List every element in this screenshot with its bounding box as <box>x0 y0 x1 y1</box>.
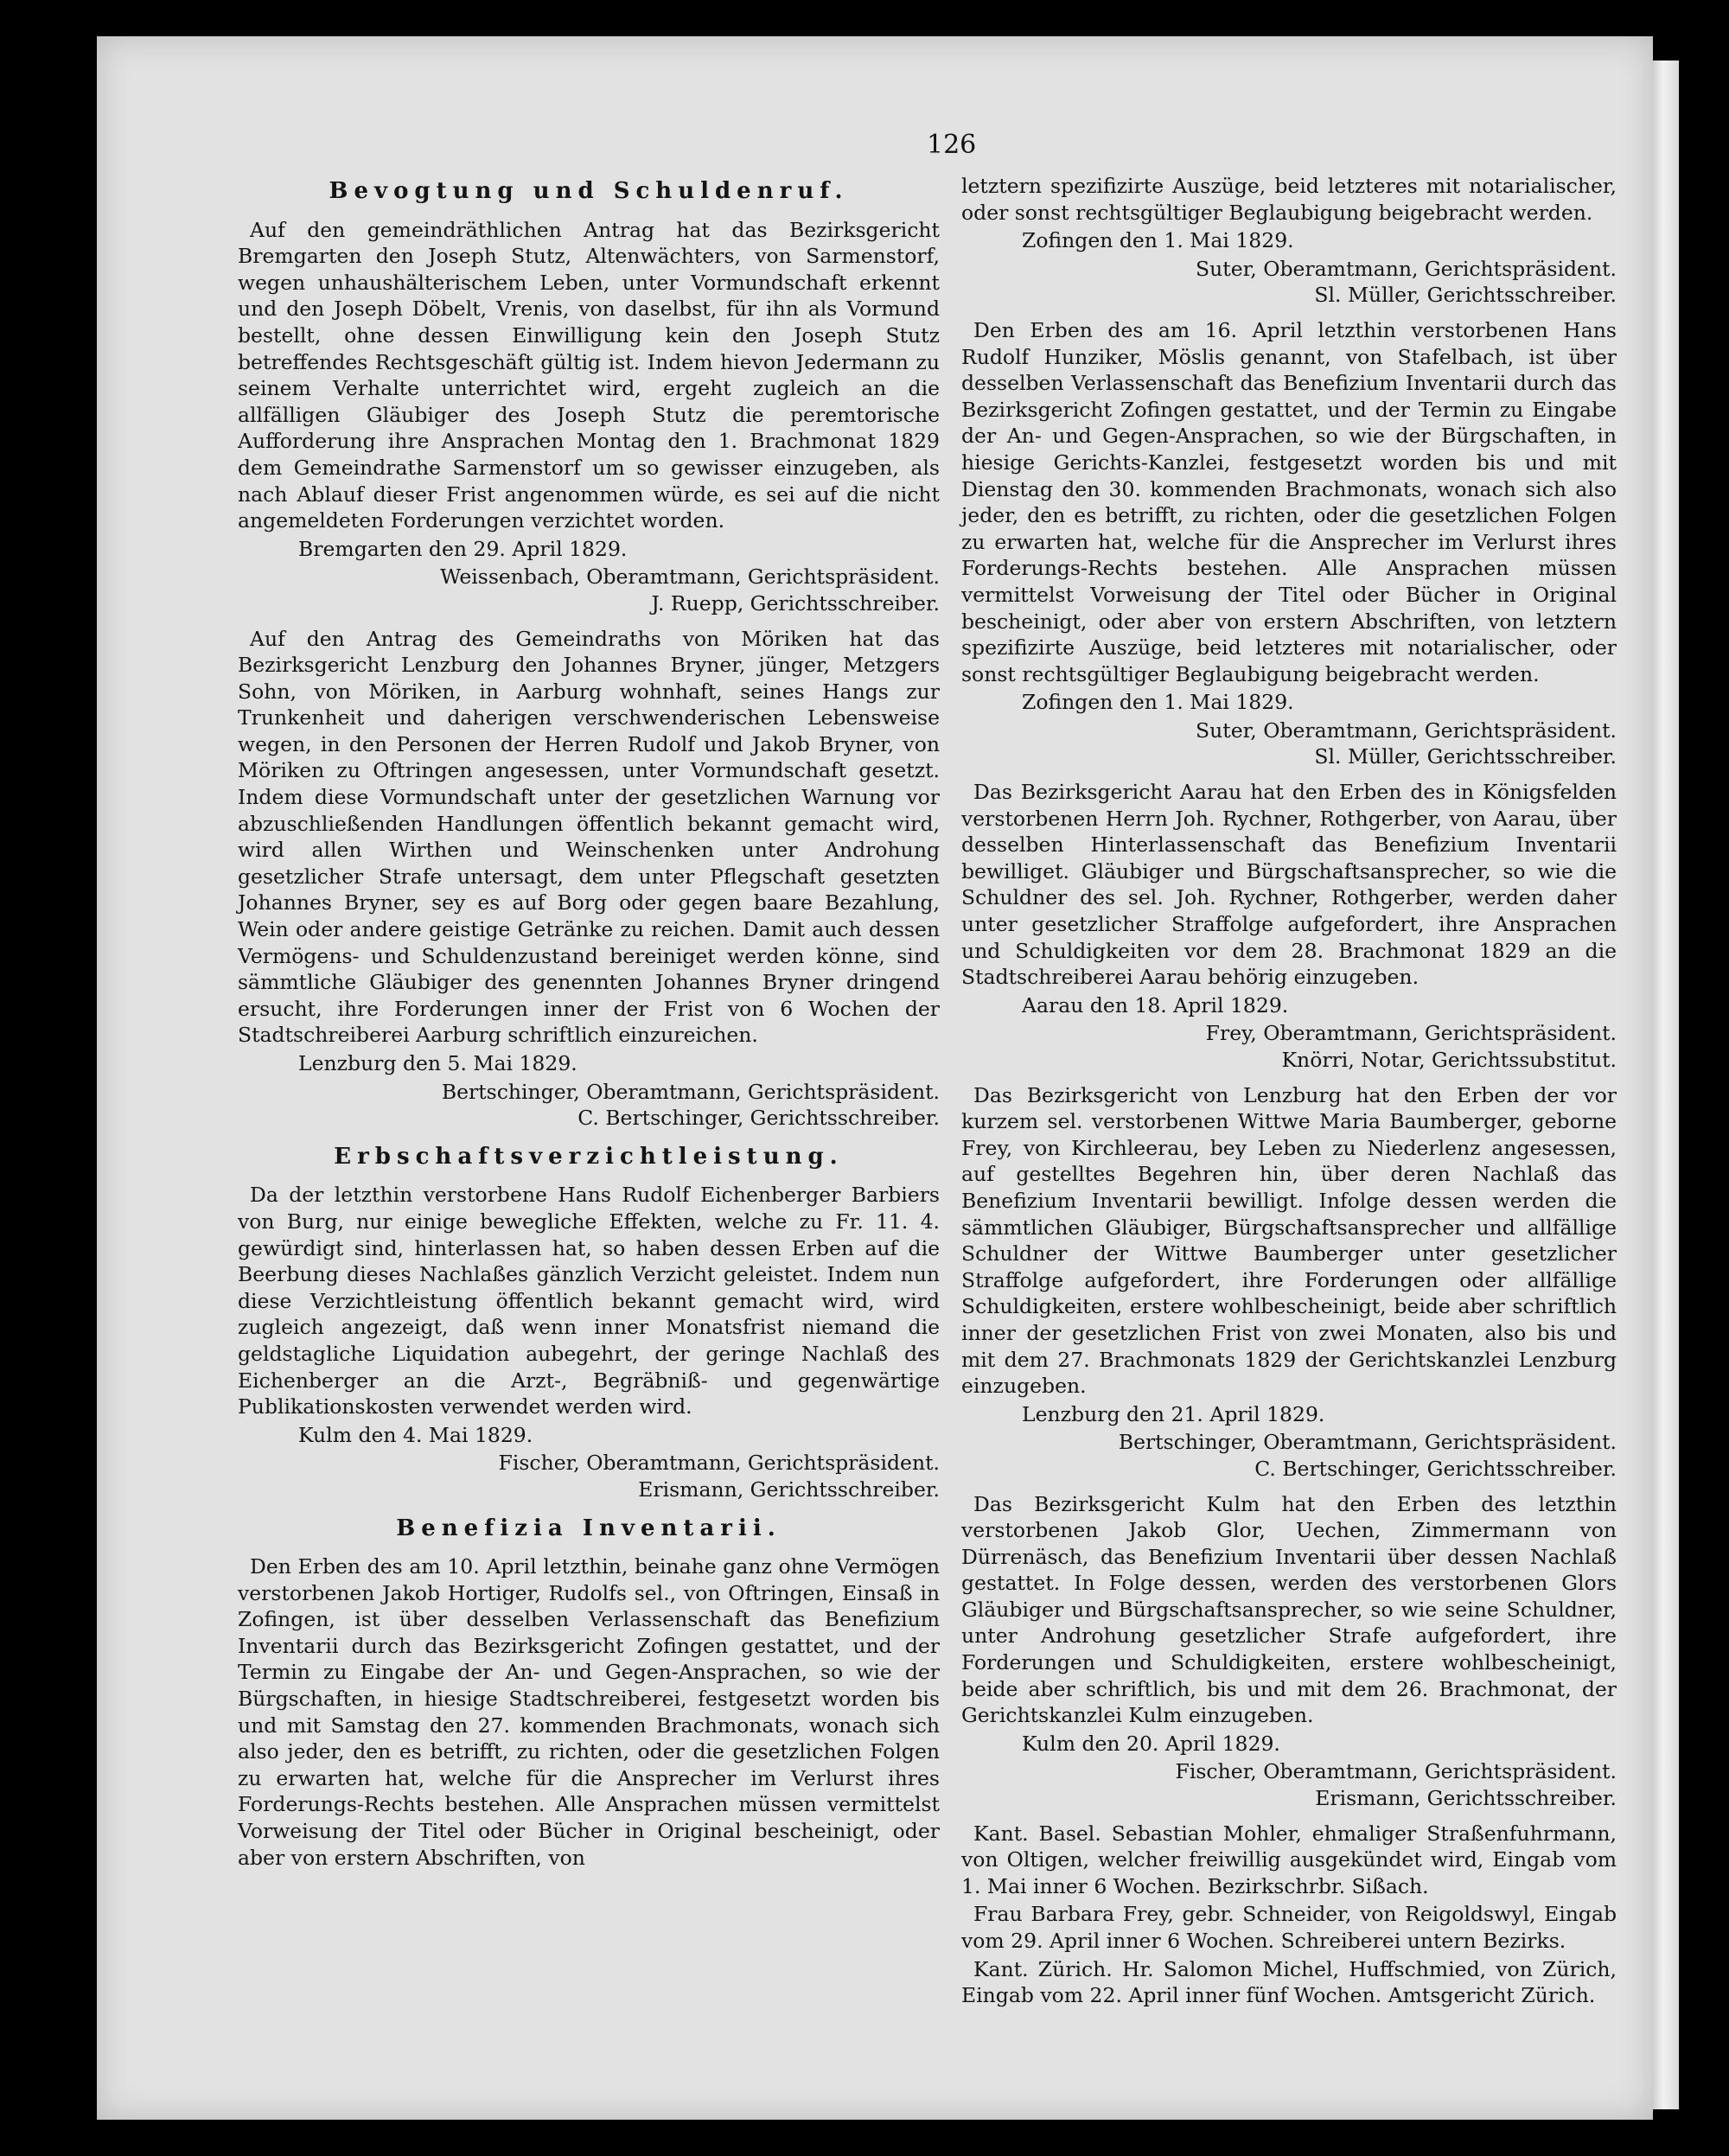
notice-bryner: Auf den Antrag des Gemeindraths von Möriken hat das Bezirksgericht Lenzburg den Johannes Bryner, jünger, Metzgers Sohn, von Möriken, in Aarburg wohnhaft, seines Hangs zur Trunkenheit und daherigen verschwenderischen Lebensweise wegen, in den Personen der Herren Rudolf und Jakob Bryner, von Möriken zu Oftringen angesessen, unter Vormundschaft gesetzt. Indem diese Vormundschaft unter der gesetzlichen Warnung vor abzuschließenden Handlungen öffentlich bekannt gemacht wird, wird allen Wirthen und Weinschenken unter Androhung gesetzlicher Strafe untersagt, dem unter Pflegschaft gesetzten Johannes Bryner, sey es auf Borg oder gegen baare Bezahlung, Wein oder andere geistige Getränke zu reichen. Damit auch dessen Vermögens- und Schuldenzustand bereiniget werden könne, sind sämmtliche Gläubiger des genennten Johannes Bryner dringend ersucht, ihre Forderungen inner der Frist von 6 Wochen der Stadtschreiberei Aarburg schriftlich einzureichen. <box>238 626 940 1048</box>
heading-erbschaftsverzicht: Erbschaftsverzichtleistung. <box>334 1143 844 1170</box>
signature: Fischer, Oberamtmann, Gerichtspräsident. <box>498 1451 940 1476</box>
place-date: Zofingen den 1. Mai 1829. <box>1022 690 1294 715</box>
place-date: Bremgarten den 29. April 1829. <box>298 536 628 561</box>
notice-eichenberger: Da der letzthin verstorbene Hans Rudolf Eichenberger Barbiers von Burg, nur einige bewegliche Effekten, welche zu Fr. 11. 4. gewürdigt sind, hinterlassen hat, so haben dessen Erben auf die Beerbung dieses Nachlaßes gänzlich Verzicht geleistet. Indem nun diese Verzichtleistung öffentlich bekannt gemacht wird, wird zugleich angezeigt, daß wenn inner Monatsfrist niemand die geldstagliche Liquidation aubegehrt, der geringe Nachlaß des Eichenberger an die Arzt-, Begräbniß- und gegenwärtige Publikationskosten verwendet werden wird. <box>238 1183 940 1419</box>
signature: C. Bertschinger, Gerichtsschreiber. <box>1254 1456 1617 1481</box>
notice-mohler: Kant. Basel. Sebastian Mohler, ehmaliger Straßenfuhrmann, von Oltigen, welcher freiwillig ausgekündet wird, Eingab vom 1. Mai inner 6 Wochen. Bezirkschrbr. Sißach. <box>961 1821 1617 1898</box>
page-number: 126 <box>927 130 977 160</box>
place-date: Kulm den 4. Mai 1829. <box>298 1422 533 1447</box>
signature: Frey, Oberamtmann, Gerichtspräsident. <box>1205 1021 1617 1046</box>
signature: J. Ruepp, Gerichtsschreiber. <box>651 590 940 616</box>
place-date: Aarau den 18. April 1829. <box>1022 992 1289 1017</box>
heading-benefizia: Benefizia Inventarii. <box>396 1515 782 1541</box>
notice-hortiger: Den Erben des am 10. April letzthin, beinahe ganz ohne Vermögen verstorbenen Jakob Hortiger, Rudolfs sel., von Oftringen, Einsaß in Zofingen, ist über desselben Verlassenschaft das Benefizium Inventarii durch das Bezirksgericht Zofingen gestattet, und der Termin zu Eingabe der An- und Gegen-Ansprachen, so wie der Bürgschaften, in hiesige Stadtschreiberei, festgesetzt worden bis und mit Samstag den 27. kommenden Brachmonats, wonach sich also jeder, den es betrifft, zu richten, oder die gesetzlichen Folgen zu erwarten hat, welche für die Ansprecher im Verlurst ihres Forderungs-Rechts bestehen. Alle Ansprachen müssen vermittelst Vorweisung der Titel oder Bücher in Original bescheinigt, oder aber von erstern Abschriften, von <box>238 1554 940 1870</box>
heading-bevogtung: Bevogtung und Schuldenruf. <box>329 178 849 204</box>
signature: Knörri, Notar, Gerichtssubstitut. <box>1281 1048 1617 1072</box>
signature: Bertschinger, Oberamtmann, Gerichtspräsident. <box>441 1079 940 1104</box>
signature: Erismann, Gerichtsschreiber. <box>1315 1786 1617 1811</box>
notice-hunziker: Den Erben des am 16. April letzthin verstorbenen Hans Rudolf Hunziker, Möslis genannt, von Stafelbach, ist über desselben Verlassenschaft das Benefizium Inventarii durch das Bezirksgericht Zofingen gestattet, und der Termin zu Eingabe der An- und Gegen-Ansprachen, so wie der Bürgschaften, in hiesige Gerichts-Kanzlei, festgesetzt worden bis und mit Dienstag den 30. kommenden Brachmonats, wonach sich also jeder, den es betrifft, zu richten, oder die gesetzlichen Folgen zu erwarten hat, welche für die Ansprecher im Verlurst ihres Forderungs-Rechts bestehen. Alle Ansprachen müssen vermittelst Vorweisung der Titel oder Bücher in Original bescheinigt, oder aber von erstern Abschriften, von letztern spezifizirte Auszüge, beid letzteres mit notarialischer, oder sonst rechtsgültiger Beglaubigung beigebracht werden. <box>961 317 1617 686</box>
place-date: Kulm den 20. April 1829. <box>1022 1731 1280 1756</box>
signature: Fischer, Oberamtmann, Gerichtspräsident. <box>1175 1759 1617 1784</box>
signature: Erismann, Gerichtsschreiber. <box>638 1477 940 1502</box>
notice-stutz: Auf den gemeindräthlichen Antrag hat das Bezirksgericht Bremgarten den Joseph Stutz, Altenwächters, von Sarmenstorf, wegen unhaushälterischem Leben, unter Vormundschaft erkennt und den Joseph Döbelt, Vrenis, von daselbst, für ihn als Vormund bestellt, ohne dessen Einwilligung kein den Joseph Stutz betreffendes Rechtsgeschäft gültig ist. Indem hievon Jedermann zu seinem Verhalte unterrichtet wird, ergeht zugleich an die allfälligen Gläubiger des Joseph Stutz die peremtorische Aufforderung ihre Ansprachen Montag den 1. Brachmonat 1829 dem Gemeindrathe Sarmenstorf um so gewisser einzugeben, als nach Ablauf dieser Frist angenommen würde, es sei auf die nicht angemeldeten Forderungen verzichtet worden. <box>238 217 940 533</box>
signature: Suter, Oberamtmann, Gerichtspräsident. <box>1196 718 1617 743</box>
place-date: Lenzburg den 5. Mai 1829. <box>298 1051 577 1075</box>
notice-rychner: Das Bezirksgericht Aarau hat den Erben des in Königsfelden verstorbenen Herrn Joh. Rychner, Rothgerber, von Aarau, über desselben Hinterlassenschaft das Benefizium Inventarii bewilliget. Gläubiger und Bürgschaftsansprecher, so wie die Schuldner des sel. Joh. Rychner, Rothgerber, werden daher unter gesetzlicher Straffolge aufgefordert, ihre Ansprachen und Schuldigkeiten vor dem 28. Brachmonat 1829 an die Stadtschreiberei Aarau behörig einzugeben. <box>961 780 1617 990</box>
right-column <box>961 173 1617 2011</box>
signature: C. Bertschinger, Gerichtsschreiber. <box>577 1106 940 1131</box>
signature: Sl. Müller, Gerichtsschreiber. <box>1314 744 1617 769</box>
notice-frey: Frau Barbara Frey, gebr. Schneider, von Reigoldswyl, Eingab vom 29. April inner 6 Wochen. Schreiberei untern Bezirks. <box>961 1902 1617 1953</box>
place-date: Lenzburg den 21. April 1829. <box>1022 1401 1325 1426</box>
signature: Weissenbach, Oberamtmann, Gerichtspräsident. <box>440 565 940 590</box>
left-column <box>238 173 940 1872</box>
next-page-edge <box>1653 61 1679 2109</box>
signature: Suter, Oberamtmann, Gerichtspräsident. <box>1196 256 1617 281</box>
notice-glor: Das Bezirksgericht Kulm hat den Erben des letzthin verstorbenen Jakob Glor, Uechen, Zimmermann von Dürrenäsch, das Benefizium Inventarii über dessen Nachlaß gestattet. In Folge dessen, werden des verstorbenen Glors Gläubiger und Bürgschaftsansprecher, so wie seine Schuldner, unter Androhung gesetzlicher Strafe aufgefordert, ihre Forderungen und Schuldigkeiten, erstere wohlbescheinigt, beide aber schriftlich, bis und mit dem 26. Brachmonat, der Gerichtskanzlei Kulm einzugeben. <box>961 1491 1617 1728</box>
notice-michel: Kant. Zürich. Hr. Salomon Michel, Huffschmied, von Zürich, Eingab vom 22. April inner fünf Wochen. Amtsgericht Zürich. <box>961 1956 1617 2008</box>
notice-baumberger: Das Bezirksgericht von Lenzburg hat den Erben der vor kurzem sel. verstorbenen Wittwe Maria Baumberger, geborne Frey, von Kirchleerau, bey Leben zu Niederlenz angesessen, auf gestelltes Begehren hin, über deren Nachlaß das Benefizium Inventarii bewilligt. Infolge dessen werden die sämmtlichen Gläubiger, Bürgschaftsansprecher und allfällige Schuldner der Wittwe Baumberger unter gesetzlicher Straffolge aufgefordert, ihre Forderungen oder allfällige Schuldigkeiten, erstere wohlbescheinigt, beide aber schriftlich inner der gesetzlichen Frist von zwei Monaten, also bis und mit dem 27. Brachmonats 1829 der Gerichtskanzlei Lenzburg einzugeben. <box>961 1082 1617 1399</box>
place-date: Zofingen den 1. Mai 1829. <box>1022 228 1294 253</box>
notice-hortiger-continued: letztern spezifizirte Auszüge, beid letzteres mit notarialischer, oder sonst rechtsgültiger Beglaubigung beigebracht werden. <box>961 174 1617 225</box>
signature: Bertschinger, Oberamtmann, Gerichtspräsident. <box>1118 1430 1617 1455</box>
signature: Sl. Müller, Gerichtsschreiber. <box>1314 283 1617 308</box>
